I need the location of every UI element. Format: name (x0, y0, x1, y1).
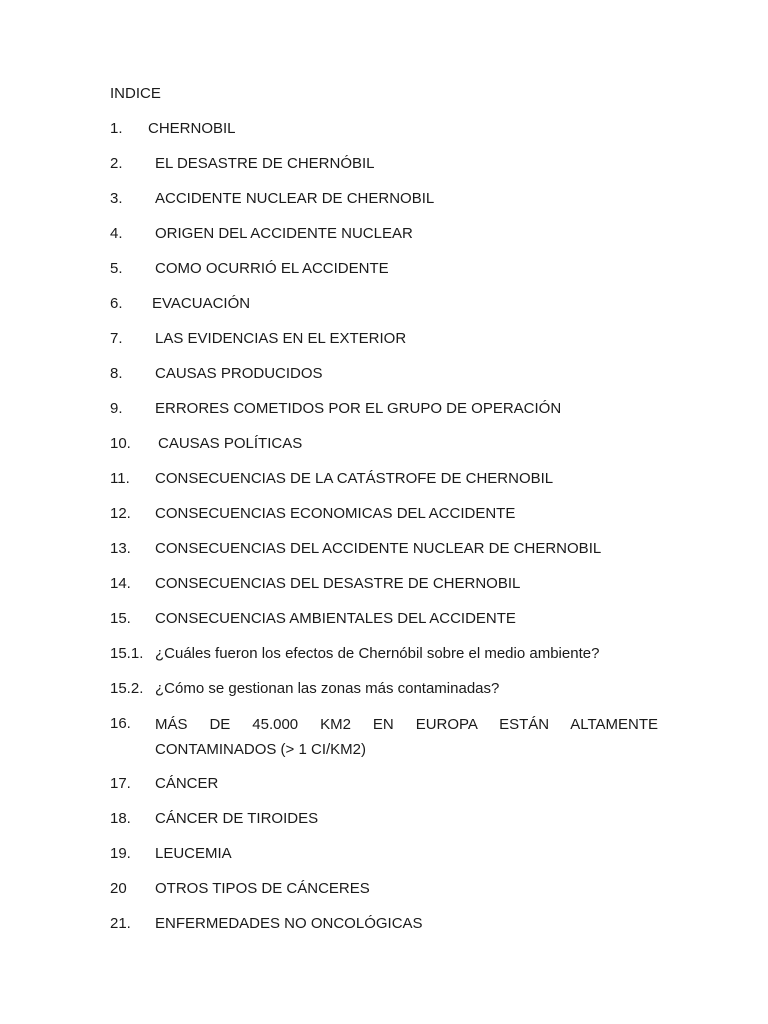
toc-entry-title: OTROS TIPOS DE CÁNCERES (155, 880, 370, 897)
toc-entry (110, 715, 658, 775)
toc-entry-title: CONSECUENCIAS AMBIENTALES DEL ACCIDENTE (155, 610, 516, 627)
toc-entry (110, 365, 658, 400)
toc-entry (110, 470, 658, 505)
toc-entry-number: 6. (110, 295, 123, 312)
toc-entry (110, 155, 658, 190)
toc-entry-number: 17. (110, 775, 131, 792)
toc-entry (110, 295, 658, 330)
toc-entry-title: CONSECUENCIAS ECONOMICAS DEL ACCIDENTE (155, 505, 516, 522)
toc-entry (110, 260, 658, 295)
toc-entry (110, 880, 658, 915)
toc-entry-title: EVACUACIÓN (152, 295, 251, 312)
toc-entry-title: ¿Cómo se gestionan las zonas más contaminadas? (155, 680, 500, 697)
toc-entry-number: 16. (110, 715, 131, 732)
toc-entry-number: 2. (110, 155, 123, 172)
toc-entry-title: ¿Cuáles fueron los efectos de Chernóbil sobre el medio ambiente? (155, 645, 600, 662)
toc-entry-number: 15.1. (110, 645, 144, 662)
toc-entry-title: CHERNOBIL (148, 120, 236, 137)
toc-entry-number: 8. (110, 365, 123, 382)
toc-entry-title: CAUSAS POLÍTICAS (158, 435, 303, 452)
toc-entry (110, 120, 658, 155)
toc-entry (110, 400, 658, 435)
toc-entry (110, 915, 658, 950)
table-of-contents (110, 120, 658, 950)
toc-entry-title: ACCIDENTE NUCLEAR DE CHERNOBIL (155, 190, 435, 207)
toc-entry-title: LAS EVIDENCIAS EN EL EXTERIOR (155, 330, 407, 347)
toc-entry-title: EL DESASTRE DE CHERNÓBIL (155, 155, 375, 172)
toc-entry-number: 15. (110, 610, 131, 627)
toc-entry (110, 645, 658, 680)
toc-entry-title: COMO OCURRIÓ EL ACCIDENTE (155, 260, 389, 277)
toc-entry (110, 680, 658, 715)
toc-entry-title: CONSECUENCIAS DE LA CATÁSTROFE DE CHERNOBIL (155, 470, 554, 487)
toc-entry-number: 9. (110, 400, 123, 417)
toc-entry-title: CONSECUENCIAS DEL ACCIDENTE NUCLEAR DE CHERNOBIL (155, 540, 602, 557)
toc-entry-title: LEUCEMIA (155, 845, 232, 862)
toc-entry-title: CÁNCER DE TIROIDES (155, 810, 319, 827)
toc-entry-number: 13. (110, 540, 131, 557)
toc-entry-number: 4. (110, 225, 123, 242)
toc-entry-number: 12. (110, 505, 131, 522)
toc-entry-title: CÁNCER (155, 775, 219, 792)
toc-entry-title: CAUSAS PRODUCIDOS (155, 365, 323, 382)
toc-entry-title: CONSECUENCIAS DEL DESASTRE DE CHERNOBIL (155, 575, 521, 592)
toc-entry (110, 225, 658, 260)
toc-entry-number: 19. (110, 845, 131, 862)
toc-entry-number: 11. (110, 470, 130, 487)
toc-entry-number: 10. (110, 435, 131, 452)
toc-entry (110, 575, 658, 610)
toc-entry (110, 190, 658, 225)
toc-entry-title: MÁS DE 45.000 KM2 EN EUROPA ESTÁN ALTAMENTE CONTAMINADOS (> 1 CI/KM2) (155, 716, 658, 758)
toc-entry (110, 845, 658, 880)
toc-entry-number: 5. (110, 260, 123, 277)
toc-entry-title: ERRORES COMETIDOS POR EL GRUPO DE OPERACIÓN (155, 400, 562, 417)
toc-entry (110, 435, 658, 470)
toc-entry-number: 1. (110, 120, 123, 137)
toc-entry-number: 3. (110, 190, 123, 207)
toc-entry (110, 610, 658, 645)
toc-entry-title: ENFERMEDADES NO ONCOLÓGICAS (155, 915, 423, 932)
toc-entry-number: 14. (110, 575, 131, 592)
toc-entry-number: 15.2. (110, 680, 144, 697)
toc-entry (110, 505, 658, 540)
toc-entry-title: ORIGEN DEL ACCIDENTE NUCLEAR (155, 225, 413, 242)
toc-entry (110, 775, 658, 810)
toc-entry (110, 330, 658, 365)
index-heading: INDICE (110, 85, 161, 102)
toc-entry (110, 540, 658, 575)
toc-entry-number: 21. (110, 915, 131, 932)
toc-entry-number: 7. (110, 330, 123, 347)
toc-entry-number: 18. (110, 810, 131, 827)
toc-entry (110, 810, 658, 845)
toc-entry-number: 20 (110, 880, 127, 897)
